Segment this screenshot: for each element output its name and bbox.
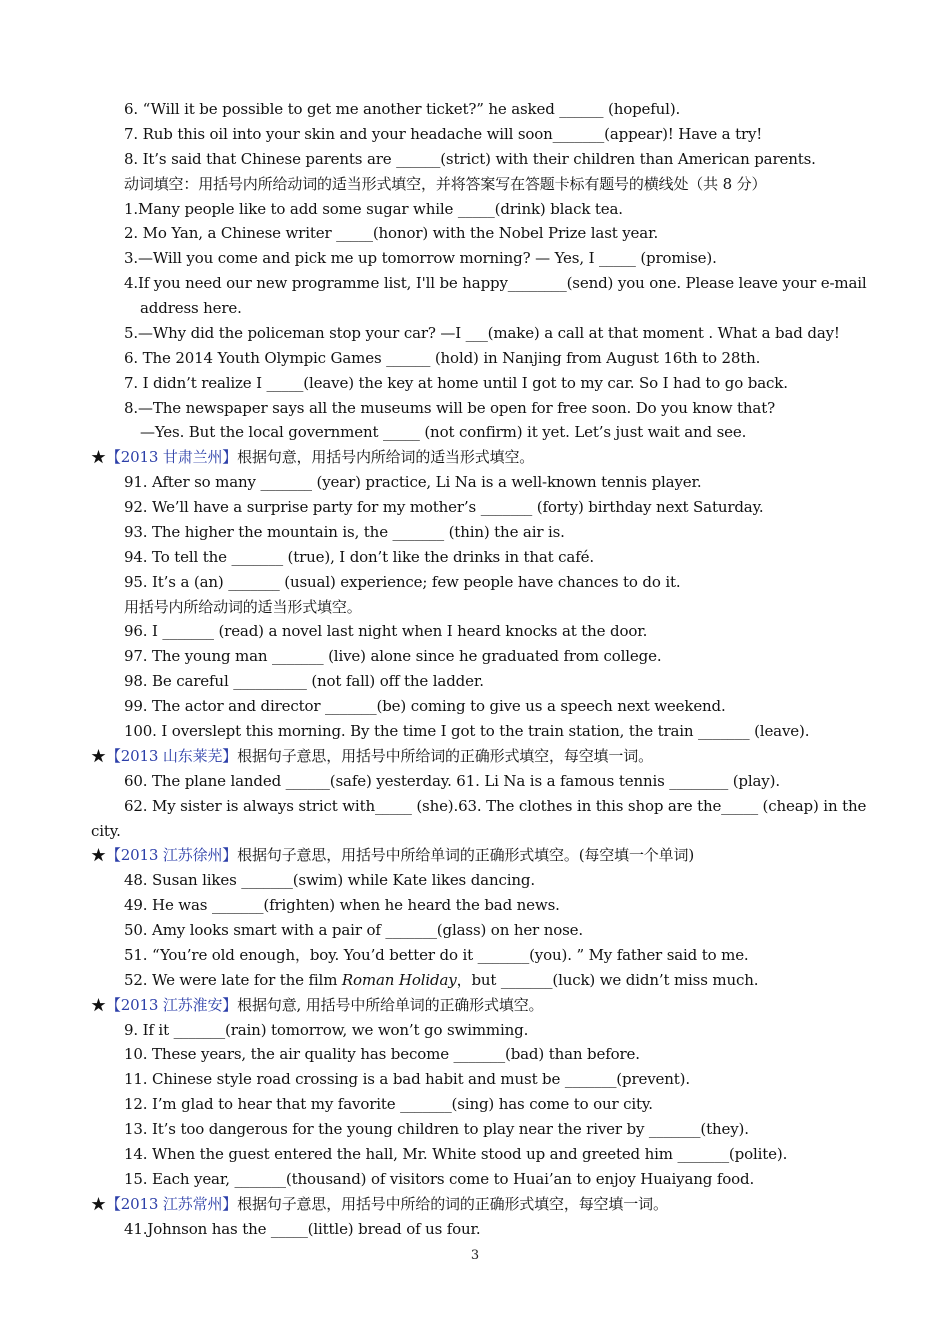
line-text: 7. I didn’t realize I _____(leave) the key at home until I got to my car. So I had to go back. bbox=[124, 373, 788, 392]
text-line bbox=[0, 694, 950, 719]
line-text: 用括号内所给动词的适当形式填空。 bbox=[124, 597, 362, 616]
text-line bbox=[0, 918, 950, 943]
text-line bbox=[0, 221, 950, 246]
line-text: 动词填空：用括号内所给动词的适当形式填空，并将答案写在答题卡标有题号的横线处（共 8 分） bbox=[124, 174, 767, 193]
text-line bbox=[0, 819, 950, 844]
text-line bbox=[0, 420, 950, 445]
text-line bbox=[0, 246, 950, 271]
line-text: 根据句子意思，用括号中所给词的正确形式填空，每空填一词。 bbox=[237, 746, 653, 765]
text-line bbox=[0, 97, 950, 122]
source-tag: 【2013 山东莱芜】 bbox=[105, 746, 238, 765]
text-line bbox=[0, 619, 950, 644]
source-tag: 【2013 江苏徐州】 bbox=[105, 846, 238, 865]
line-text: city. bbox=[91, 821, 121, 840]
text-line bbox=[0, 1067, 950, 1092]
line-text: 93. The higher the mountain is, the _______ (thin) the air is. bbox=[124, 522, 565, 541]
star-icon: ★ bbox=[91, 448, 106, 467]
line-text: 5.—Why did the policeman stop your car? —I ___(make) a call at that moment . What a bad day! bbox=[124, 323, 840, 342]
film-title: Roman Holiday bbox=[341, 970, 457, 989]
line-text: 9. If it _______(rain) tomorrow, we won’t go swimming. bbox=[124, 1020, 529, 1039]
text-line bbox=[0, 495, 950, 520]
line-text: 根据句子意思，用括号中所给单词的正确形式填空。(每空填一个单词) bbox=[237, 846, 695, 865]
text-line bbox=[0, 172, 950, 197]
line-text: 6. “Will it be possible to get me another ticket?” he asked ______ (hopeful). bbox=[124, 100, 681, 118]
text-line bbox=[0, 545, 950, 570]
line-text: 6. The 2014 Youth Olympic Games ______ (hold) in Nanjing from August 16th to 28th. bbox=[124, 348, 761, 367]
text-line bbox=[0, 1217, 950, 1242]
text-line bbox=[0, 1092, 950, 1117]
line-text: 11. Chinese style road crossing is a bad habit and must be _______(prevent). bbox=[124, 1070, 690, 1089]
line-text: 41.Johnson has the _____(little) bread of us four. bbox=[124, 1219, 481, 1238]
line-text: 根据句意，用括号内所给词的适当形式填空。 bbox=[237, 448, 535, 467]
source-tag: 【2013 江苏淮安】 bbox=[105, 995, 238, 1014]
line-text: 51. “You’re old enough，boy. You’d better do it _______(you). ” My father said to me. bbox=[124, 945, 749, 964]
page-number: 3 bbox=[470, 1248, 480, 1263]
line-text: 3.—Will you come and pick me up tomorrow morning? — Yes, I _____ (promise). bbox=[124, 249, 717, 268]
line-text: 52. We were late for the film bbox=[124, 970, 342, 989]
star-icon: ★ bbox=[91, 1194, 106, 1213]
text-line bbox=[0, 644, 950, 669]
text-line bbox=[0, 595, 950, 620]
line-text: 60. The plane landed ______(safe) yesterday. 61. Li Na is a famous tennis ________ (play). bbox=[124, 771, 780, 790]
text-line bbox=[0, 968, 950, 993]
text-line bbox=[0, 1142, 950, 1167]
section-heading bbox=[0, 445, 950, 470]
line-text: 7. Rub this oil into your skin and your headache will soon_______(appear)! Have a try! bbox=[124, 124, 763, 143]
line-text: 62. My sister is always strict with_____ (she).63. The clothes in this shop are the_____ (cheap) in the bbox=[124, 796, 867, 815]
text-line bbox=[0, 371, 950, 396]
text-line bbox=[0, 396, 950, 421]
section-heading bbox=[0, 744, 950, 769]
text-line bbox=[0, 769, 950, 794]
text-line bbox=[0, 197, 950, 222]
section-heading bbox=[0, 1192, 950, 1217]
text-line bbox=[0, 1117, 950, 1142]
star-icon: ★ bbox=[91, 846, 106, 865]
line-text: 10. These years, the air quality has become _______(bad) than before. bbox=[124, 1045, 640, 1064]
line-text: 根据句子意思，用括号中所给的词的正确形式填空，每空填一词。 bbox=[237, 1194, 668, 1213]
text-line bbox=[0, 520, 950, 545]
text-line bbox=[0, 470, 950, 495]
text-line bbox=[0, 321, 950, 346]
line-text: 2. Mo Yan, a Chinese writer _____(honor) with the Nobel Prize last year. bbox=[124, 224, 659, 243]
text-line bbox=[0, 296, 950, 321]
text-line bbox=[0, 669, 950, 694]
text-line bbox=[0, 122, 950, 147]
text-line bbox=[0, 346, 950, 371]
line-text: 99. The actor and director _______(be) coming to give us a speech next weekend. bbox=[124, 697, 726, 716]
line-text: 91. After so many _______ (year) practice, Li Na is a well-known tennis player. bbox=[124, 473, 702, 492]
line-text: 14. When the guest entered the hall, Mr. White stood up and greeted him _______(polite). bbox=[124, 1144, 788, 1163]
line-text: 13. It’s too dangerous for the young children to play near the river by _______(they). bbox=[124, 1120, 749, 1139]
text-line bbox=[0, 893, 950, 918]
text-line bbox=[0, 719, 950, 744]
line-text: 8.—The newspaper says all the museums will be open for free soon. Do you know that? bbox=[124, 398, 775, 417]
text-line bbox=[0, 147, 950, 172]
source-tag: 【2013 甘肃兰州】 bbox=[105, 448, 238, 467]
line-text: 98. Be careful __________ (not fall) off the ladder. bbox=[124, 672, 484, 691]
star-icon: ★ bbox=[91, 746, 106, 765]
line-text: 50. Amy looks smart with a pair of _______(glass) on her nose. bbox=[124, 921, 583, 940]
line-text: 1.Many people like to add some sugar while _____(drink) black tea. bbox=[124, 199, 623, 218]
line-text: —Yes. But the local government _____ (not confirm) it yet. Let’s just wait and see. bbox=[140, 423, 747, 442]
text-line bbox=[0, 1167, 950, 1192]
line-text: 100. I overslept this morning. By the time I got to the train station, the train _______ (leave). bbox=[124, 722, 810, 740]
line-text: 95. It’s a (an) _______ (usual) experience; few people have chances to do it. bbox=[124, 572, 681, 591]
line-text: 4.If you need our new programme list, I'll be happy________(send) you one. Please leave your e-mail bbox=[124, 274, 867, 293]
line-text: 48. Susan likes _______(swim) while Kate likes dancing. bbox=[124, 871, 535, 890]
star-icon: ★ bbox=[91, 995, 106, 1014]
source-tag: 【2013 江苏常州】 bbox=[105, 1194, 238, 1213]
line-text: 49. He was _______(frighten) when he heard the bad news. bbox=[124, 896, 560, 915]
text-line bbox=[0, 868, 950, 893]
text-line bbox=[0, 1018, 950, 1043]
line-text-after: ，but _______(luck) we didn’t miss much. bbox=[456, 970, 759, 989]
text-line bbox=[0, 794, 950, 819]
text-line bbox=[0, 943, 950, 968]
line-text: address here. bbox=[140, 299, 242, 318]
line-text: 根据句意, 用括号中所给单词的正确形式填空。 bbox=[237, 995, 544, 1014]
line-text: 97. The young man _______ (live) alone since he graduated from college. bbox=[124, 647, 662, 666]
line-text: 94. To tell the _______ (true), I don’t like the drinks in that café. bbox=[124, 547, 594, 566]
line-text: 8. It’s said that Chinese parents are ______(strict) with their children than American parents. bbox=[124, 149, 816, 168]
text-line bbox=[0, 271, 950, 296]
line-text: 15. Each year, _______(thousand) of visitors come to Huai’an to enjoy Huaiyang food. bbox=[124, 1169, 755, 1188]
text-line bbox=[0, 570, 950, 595]
section-heading bbox=[0, 843, 950, 868]
line-text: 96. I _______ (read) a novel last night when I heard knocks at the door. bbox=[124, 622, 648, 641]
text-line bbox=[0, 1042, 950, 1067]
line-text: 92. We’ll have a surprise party for my mother’s _______ (forty) birthday next Saturday. bbox=[124, 498, 764, 517]
section-heading bbox=[0, 993, 950, 1018]
line-text: 12. I’m glad to hear that my favorite _______(sing) has come to our city. bbox=[124, 1095, 653, 1114]
